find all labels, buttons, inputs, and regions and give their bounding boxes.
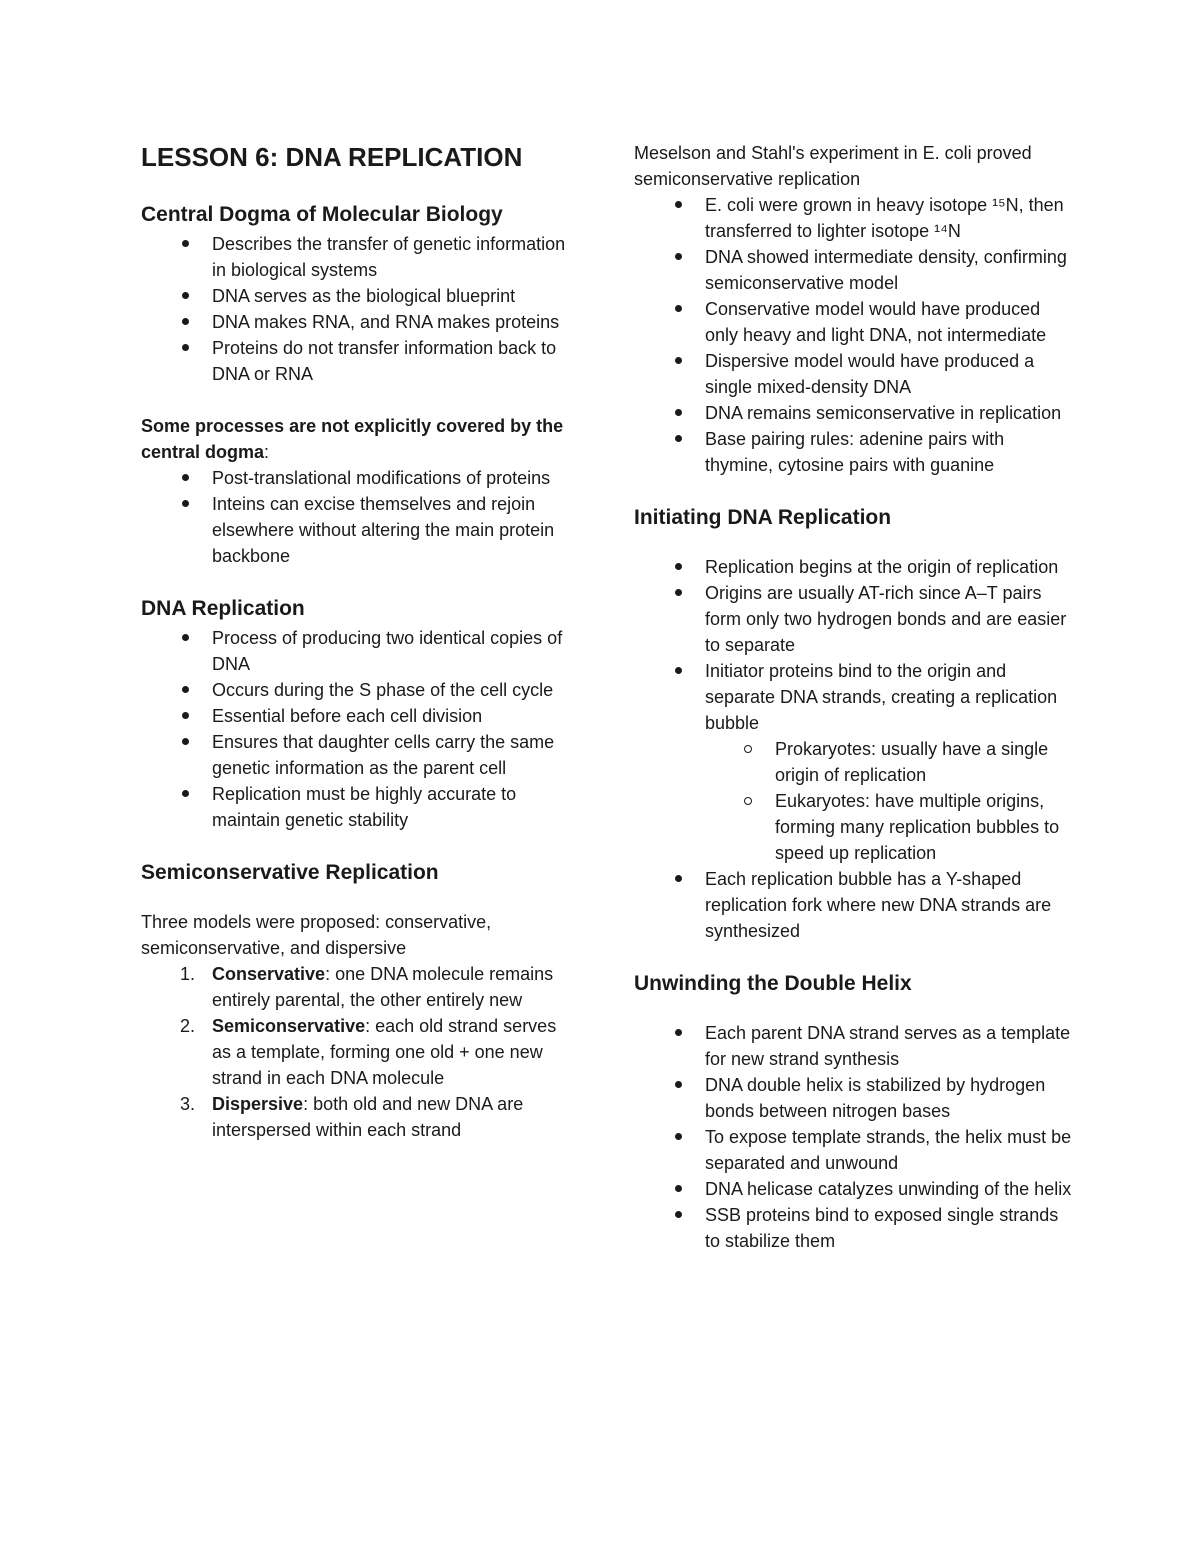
list-item: Essential before each cell division <box>141 703 571 729</box>
list-item: DNA helicase catalyzes unwinding of the helix <box>634 1176 1074 1202</box>
bullet-icon <box>675 1133 682 1140</box>
list-item: DNA makes RNA, and RNA makes proteins <box>141 309 571 335</box>
sub-list-item: Eukaryotes: have multiple origins, forming many replication bubbles to speed up replication <box>634 788 1074 866</box>
bullet-icon <box>675 409 682 416</box>
bullet-icon <box>675 1185 682 1192</box>
bullet-icon <box>675 667 682 674</box>
list-item: 2. Semiconservative: each old strand serves as a template, forming one old + one new strand in each DNA molecule <box>179 1016 557 1088</box>
bullet-icon <box>182 738 189 745</box>
heading-semiconservative: Semiconservative Replication <box>141 861 439 884</box>
list-item: DNA showed intermediate density, confirming semiconservative model <box>634 244 1074 296</box>
list-item: DNA remains semiconservative in replication <box>634 400 1074 426</box>
sub-list-item: Prokaryotes: usually have a single origin of replication <box>634 736 1074 788</box>
right-column <box>634 140 1074 1254</box>
bullet-icon <box>675 1211 682 1218</box>
initiating-list <box>634 554 1074 944</box>
list-item: Proteins do not transfer information back to DNA or RNA <box>141 335 571 387</box>
bullet-icon <box>675 1029 682 1036</box>
list-item: DNA double helix is stabilized by hydrogen bonds between nitrogen bases <box>634 1072 1074 1124</box>
page-title: LESSON 6: DNA REPLICATION <box>141 142 523 172</box>
list-item: Origins are usually AT-rich since A–T pairs form only two hydrogen bonds and are easier to separate <box>634 580 1074 658</box>
hollow-bullet-icon <box>744 745 752 753</box>
list-item: Post-translational modifications of proteins <box>141 465 571 491</box>
list-item: To expose template strands, the helix must be separated and unwound <box>634 1124 1074 1176</box>
dna-replication-list <box>141 625 571 833</box>
bullet-icon <box>182 292 189 299</box>
list-item: Base pairing rules: adenine pairs with thymine, cytosine pairs with guanine <box>634 426 1074 478</box>
heading-initiating: Initiating DNA Replication <box>634 506 892 529</box>
list-item: Process of producing two identical copies of DNA <box>141 625 571 677</box>
bullet-icon <box>182 344 189 351</box>
list-item: 3. Dispersive: both old and new DNA are interspersed within each strand <box>179 1094 524 1140</box>
not-covered-intro: Some processes are not explicitly covered by the central dogma: <box>141 416 564 462</box>
bullet-icon <box>182 500 189 507</box>
list-item: Occurs during the S phase of the cell cycle <box>141 677 571 703</box>
left-column <box>141 140 571 1143</box>
list-item: Conservative model would have produced only heavy and light DNA, not intermediate <box>634 296 1074 348</box>
hollow-bullet-icon <box>744 797 752 805</box>
heading-central-dogma: Central Dogma of Molecular Biology <box>141 203 503 226</box>
meselson-list <box>634 192 1074 478</box>
bullet-icon <box>675 253 682 260</box>
bullet-icon <box>675 305 682 312</box>
list-item: Replication begins at the origin of replication <box>634 554 1074 580</box>
list-item: Each replication bubble has a Y-shaped replication fork where new DNA strands are synthesized <box>634 866 1074 944</box>
bullet-icon <box>182 686 189 693</box>
bullet-icon <box>182 318 189 325</box>
list-item: Each parent DNA strand serves as a template for new strand synthesis <box>634 1020 1074 1072</box>
not-covered-list <box>141 465 571 569</box>
bullet-icon <box>675 1081 682 1088</box>
bullet-icon <box>675 435 682 442</box>
heading-dna-replication: DNA Replication <box>141 597 305 620</box>
meselson-intro: Meselson and Stahl's experiment in E. coli proved semiconservative replication <box>634 143 1032 189</box>
bullet-icon <box>675 201 682 208</box>
bullet-icon <box>182 712 189 719</box>
models-intro: Three models were proposed: conservative, semiconservative, and dispersive <box>141 912 492 958</box>
bullet-icon <box>182 240 189 247</box>
list-item: DNA serves as the biological blueprint <box>141 283 571 309</box>
bullet-icon <box>182 474 189 481</box>
list-item: Dispersive model would have produced a single mixed-density DNA <box>634 348 1074 400</box>
bullet-icon <box>675 875 682 882</box>
list-item: 1. Conservative: one DNA molecule remains entirely parental, the other entirely new <box>179 964 554 1010</box>
bullet-icon <box>675 357 682 364</box>
list-item: Initiator proteins bind to the origin and separate DNA strands, creating a replication bubble <box>634 658 1074 736</box>
list-item: Inteins can excise themselves and rejoin elsewhere without altering the main protein backbone <box>141 491 571 569</box>
list-item: E. coli were grown in heavy isotope ¹⁵N, then transferred to lighter isotope ¹⁴N <box>634 192 1074 244</box>
bullet-icon <box>675 563 682 570</box>
list-item: SSB proteins bind to exposed single strands to stabilize them <box>634 1202 1074 1254</box>
bullet-icon <box>182 790 189 797</box>
bullet-icon <box>675 589 682 596</box>
list-item: Describes the transfer of genetic information in biological systems <box>141 231 571 283</box>
central-dogma-list <box>141 231 571 387</box>
heading-unwinding: Unwinding the Double Helix <box>634 972 912 995</box>
bullet-icon <box>182 634 189 641</box>
list-item: Replication must be highly accurate to maintain genetic stability <box>141 781 571 833</box>
list-item: Ensures that daughter cells carry the same genetic information as the parent cell <box>141 729 571 781</box>
unwinding-list <box>634 1020 1074 1254</box>
models-list <box>141 961 571 1143</box>
